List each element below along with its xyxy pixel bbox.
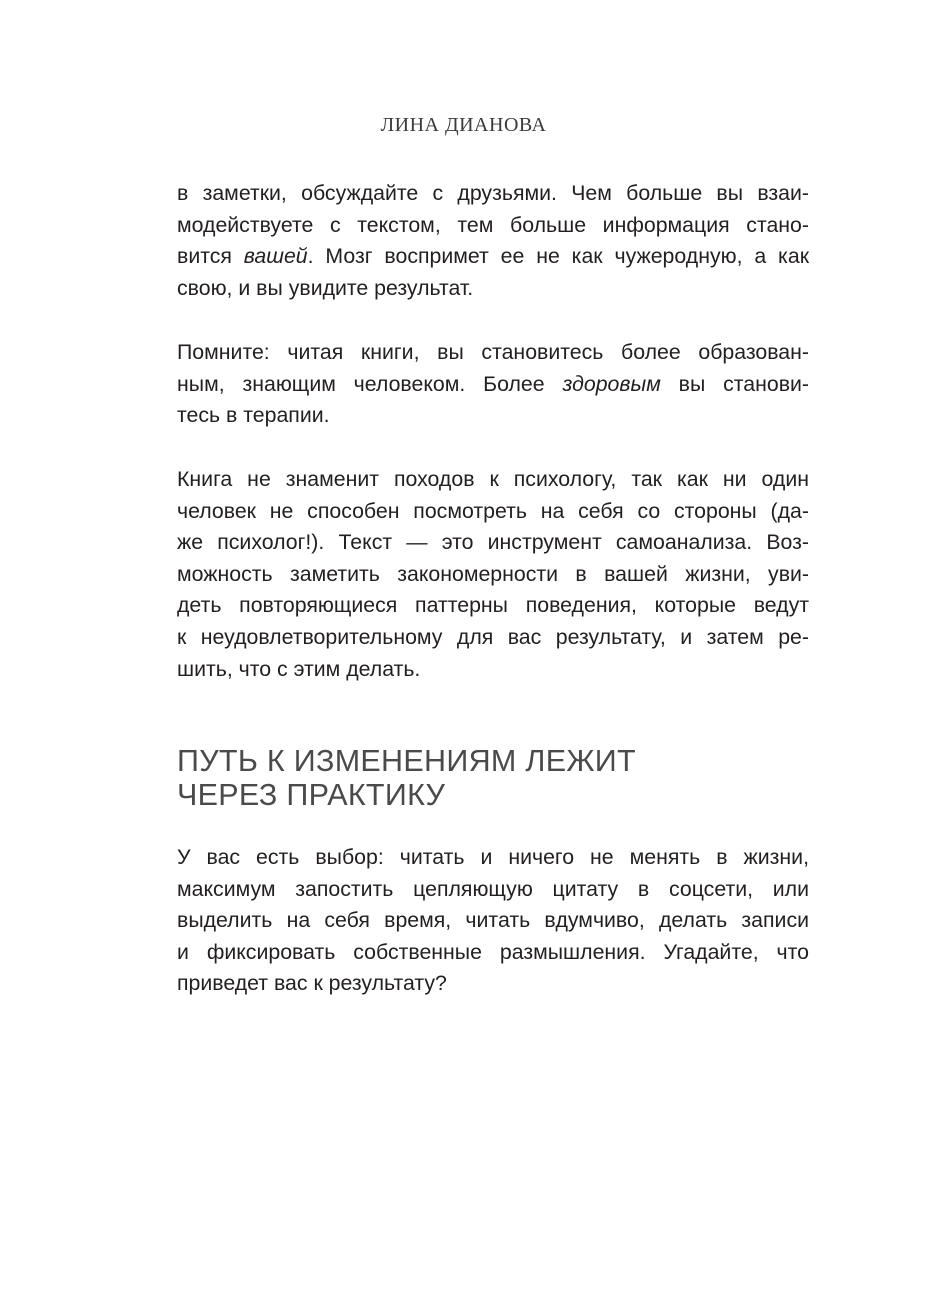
text-run: . Мозг воспримет ее не как чужеродную, а как	[307, 244, 810, 269]
paragraph-line: максимум запостить цепляющую цитату в соцсети, или	[177, 876, 809, 901]
paragraph-line: можность заметить закономерности в вашей жизни, уви-	[177, 561, 809, 586]
text-run: вы станови-	[660, 371, 809, 396]
paragraph-line: У вас есть выбор: читать и ничего не менять в жизни,	[177, 845, 809, 869]
paragraph-line	[177, 241, 809, 273]
paragraph-line: тесь в терапии.	[177, 403, 330, 428]
paragraph-line: модействуете с текстом, тем больше информация стано-	[177, 212, 809, 237]
paragraph-line: Помните: читая книги, вы становитесь более образован-	[177, 340, 809, 364]
paragraph-line: приведет вас к результату?	[177, 971, 447, 996]
section-heading	[177, 744, 809, 812]
paragraph-2	[177, 337, 809, 432]
text-run: вится	[177, 244, 244, 269]
paragraph-4	[177, 842, 809, 1000]
paragraph-3	[177, 464, 809, 685]
section-heading-line: ЧЕРЕЗ ПРАКТИКУ	[177, 778, 446, 812]
paragraph-line	[177, 369, 809, 401]
text-run: ным, знающим человеком. Более	[177, 371, 563, 396]
section-heading-line: ПУТЬ К ИЗМЕНЕНИЯМ ЛЕЖИТ	[177, 744, 636, 778]
paragraph-line: свою, и вы увидите результат.	[177, 275, 474, 300]
paragraph-line: выделить на себя время, читать вдумчиво, делать записи	[177, 908, 809, 933]
paragraph-line: деть повторяющиеся паттерны поведения, которые ведут	[177, 593, 809, 618]
paragraph-line: шить, что с этим делать.	[177, 656, 421, 681]
paragraph-line: и фиксировать собственные размышления. Угадайте, что	[177, 939, 809, 964]
paragraph-line: Книга не знаменит походов к психологу, так как ни один	[177, 467, 809, 491]
paragraph-line: к неудовлетворительному для вас результату, и затем ре-	[177, 624, 809, 649]
paragraph-1	[177, 178, 809, 304]
paragraph-line: же психолог!). Текст — это инструмент самоанализа. Воз-	[177, 530, 809, 555]
emphasis-text: вашей	[243, 244, 308, 269]
paragraph-line: в заметки, обсуждайте с друзьями. Чем больше вы взаи-	[177, 181, 809, 205]
running-header-author: ЛИНА ДИАНОВА	[380, 114, 547, 136]
paragraph-line: человек не способен посмотреть на себя со стороны (да-	[177, 498, 809, 523]
emphasis-text: здоровым	[562, 371, 661, 396]
